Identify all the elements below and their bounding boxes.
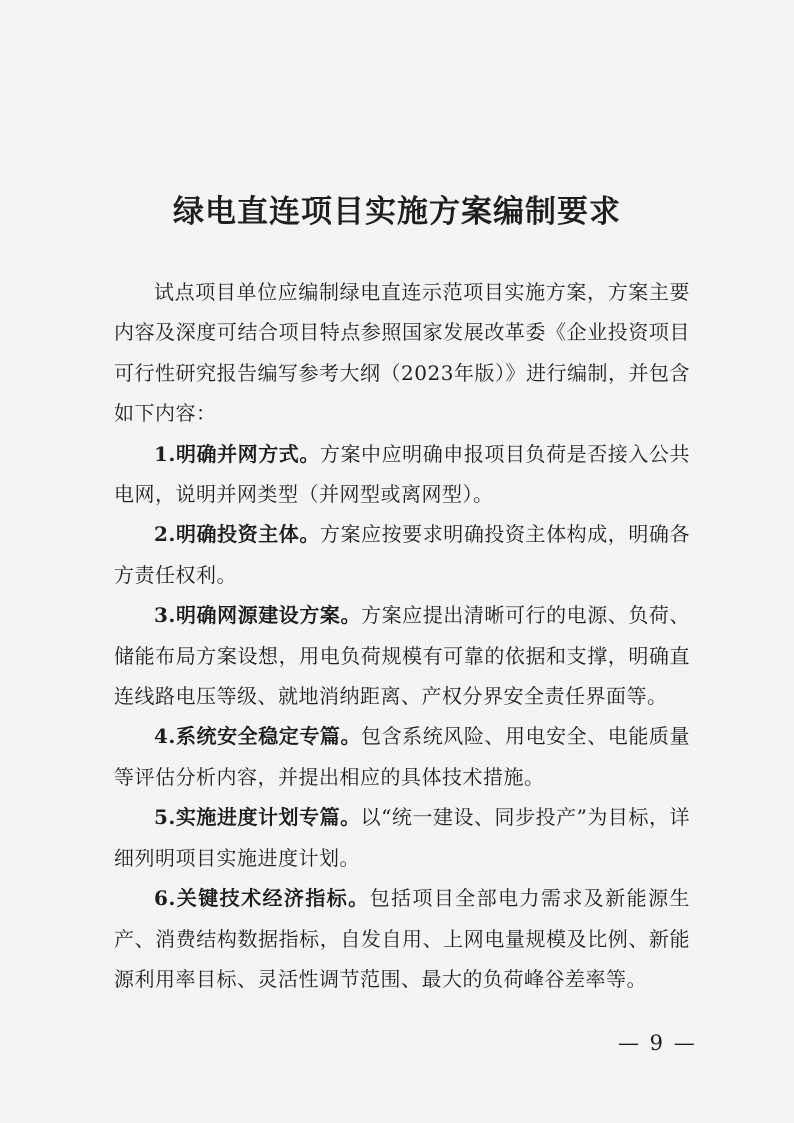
- item-paragraph: [114, 595, 690, 716]
- item-paragraph: [114, 514, 690, 595]
- item-paragraph: [114, 716, 690, 797]
- item-text: 包括项目全部电力需求及新能源生产、消费结构数据指标，自发自用、上网电量规模及比例、新能源利用率目标、灵活性调节范围、最大的负荷峰谷差率等。: [114, 886, 690, 991]
- item-heading: 1.明确并网方式。: [154, 441, 320, 466]
- item-heading: 2.明确投资主体。: [154, 522, 320, 547]
- item-heading: 5.实施进度计划专篇。: [154, 805, 361, 830]
- item-heading: 6.关键技术经济指标。: [154, 886, 370, 911]
- item-text: 包含系统风险、用电安全、电能质量等评估分析内容，并提出相应的具体技术措施。: [114, 724, 690, 789]
- page-title: 绿电直连项目实施方案编制要求: [173, 194, 621, 230]
- item-text: 以“统一建设、同步投产”为目标，详细列明项目实施进度计划。: [114, 805, 690, 870]
- item-text: 方案应提出清晰可行的电源、负荷、储能布局方案设想，用电负荷规模有可靠的依据和支撑，明确直连线路电压等级、就地消纳距离、产权分界安全责任界面等。: [114, 603, 690, 709]
- item-paragraph: [114, 878, 690, 999]
- item-paragraph: [114, 434, 690, 515]
- item-text: 方案中应明确申报项目负荷是否接入公共电网，说明并网类型（并网型或离网型）。: [114, 441, 691, 507]
- page-number: — 9 —: [618, 1031, 697, 1055]
- item-paragraph: [114, 797, 690, 878]
- item-heading: 3.明确网源建设方案。: [154, 603, 362, 628]
- item-text: 方案应按要求明确投资主体构成，明确各方责任权利。: [114, 522, 691, 587]
- document-body: [114, 272, 690, 999]
- intro-paragraph: 试点项目单位应编制绿电直连示范项目实施方案，方案主要内容及深度可结合项目特点参照国家发展改革委《企业投资项目可行性研究报告编写参考大纲（2023年版）》进行编制，并包含如下内容：: [114, 280, 690, 426]
- item-heading: 4.系统安全稳定专篇。: [154, 724, 362, 749]
